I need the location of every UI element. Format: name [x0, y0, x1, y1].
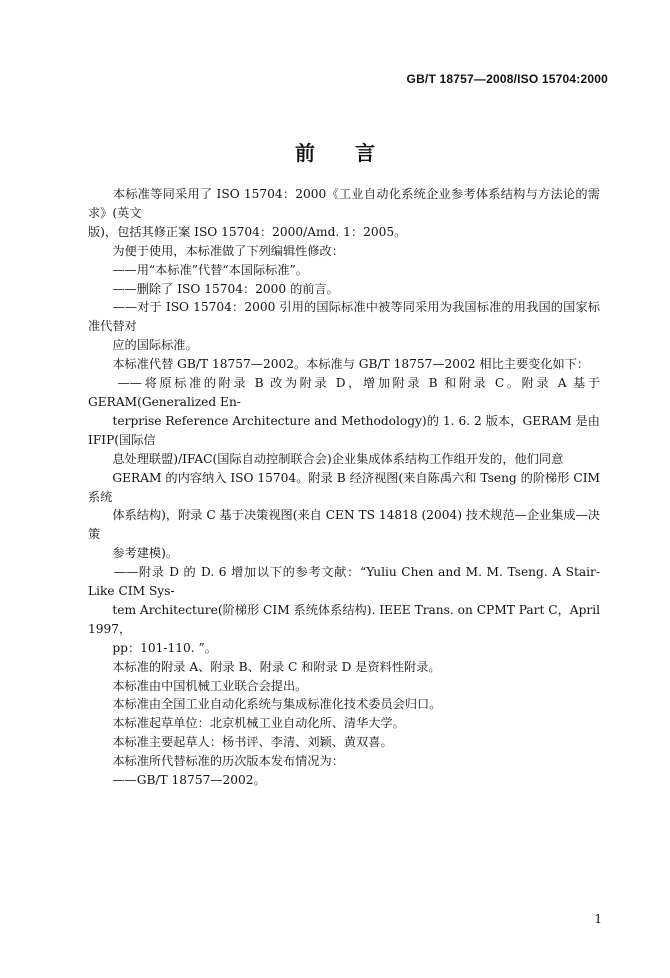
- paragraph: 本标准代替 GB/T 18757—2002。本标准与 GB/T 18757—2002 相比主要变化如下：: [88, 357, 590, 372]
- standard-code-header: GB/T 18757—2008/ISO 15704:2000: [406, 72, 608, 86]
- list-item: ——对于 ISO 15704：2000 引用的国际标准中被等同采用为我国标准的用我国的国家标准代替对 应的国际标准。: [88, 300, 600, 353]
- paragraph: 本标准主要起草人：杨书评、李清、刘颖、黄双喜。: [88, 735, 393, 750]
- foreword-body: [88, 185, 600, 790]
- list-item: ——将原标准的附录 B 改为附录 D，增加附录 B 和附录 C。附录 A 基于 GERAM(Generalized En- terprise Reference Architecture and Methodology)的 1. 6. 2 版本，GERAM 是由 IFIP(国际信 息处理联盟)/IFAC(国际自动控制联合会)企业集成体系结构工作组开发的，他们同意 GERAM 的内容纳入 ISO 15704。附录 B 经济视图(来自陈禹六和 Tseng 的阶梯形 CIM 系统 体系结构)，附录 C 基于决策视图(来自 CEN TS 14818 (2004) 技术规范—企业集成—决策 参考建模)。: [88, 376, 600, 561]
- paragraph: 本标准由中国机械工业联合会提出。: [88, 678, 308, 693]
- list-item: ——用“本标准”代替“本国际标准”。: [88, 262, 308, 277]
- paragraph: 为便于使用，本标准做了下列编辑性修改：: [88, 243, 344, 258]
- list-item: ——删除了 ISO 15704：2000 的前言。: [88, 281, 339, 296]
- list-item: ——附录 D 的 D. 6 增加以下的参考文献：“Yuliu Chen and M. M. Tseng. A Stair-Like CIM Sys- tem Architecture(阶梯形 CIM 系统体系结构). IEEE Trans. on CPMT Part C，April 1997， pp：101-110. ”。: [88, 565, 600, 655]
- paragraph: 本标准的附录 A、附录 B、附录 C 和附录 D 是资料性附录。: [88, 659, 441, 674]
- paragraph: 本标准等同采用了 ISO 15704：2000《工业自动化系统企业参考体系结构与方法论的需求》(英文 版)，包括其修正案 ISO 15704：2000/Amd. 1：2005。: [88, 187, 600, 239]
- page-title: 前 言: [295, 141, 375, 165]
- page-number: 1: [594, 912, 602, 926]
- paragraph: 本标准由全国工业自动化系统与集成标准化技术委员会归口。: [88, 697, 442, 712]
- list-item: ——GB/T 18757—2002。: [88, 773, 266, 788]
- paragraph: 本标准所代替标准的历次版本发布情况为：: [88, 754, 344, 769]
- paragraph: 本标准起草单位：北京机械工业自动化所、清华大学。: [88, 716, 405, 731]
